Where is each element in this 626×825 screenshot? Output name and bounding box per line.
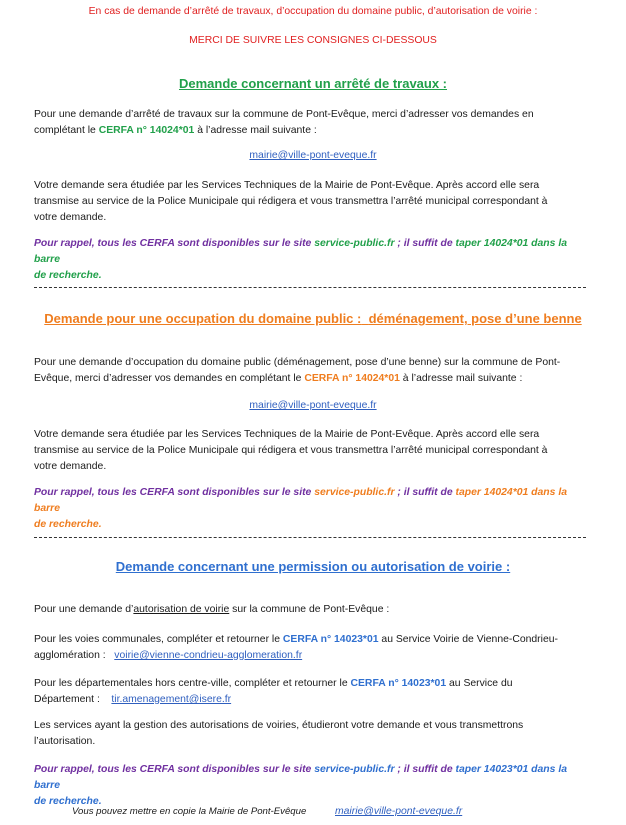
section1-body-line-2: transmise au service de la Police Municipale qui rédigera et vous transmettra l’arrêté municipal correspondant à — [34, 196, 548, 207]
section2-intro-c: à l’adresse mail suivante : — [399, 373, 523, 384]
section3-intro — [34, 604, 389, 615]
section3-note — [34, 762, 586, 810]
section3-p3-b: l’autorisation. — [34, 736, 96, 747]
section3-note-c: taper 14023*01 dans la barre — [34, 764, 567, 791]
section3-p1-a: Pour les voies communales, compléter et retourner le — [34, 634, 283, 645]
section1-note-d: de recherche. — [34, 270, 102, 281]
section1-intro — [34, 107, 586, 139]
section1-title: Demande concernant un arrêté de travaux : — [178, 76, 448, 91]
section3-title: Demande concernant une permission ou autorisation de voirie : — [115, 559, 511, 574]
section3-p3-a: Les services ayant la gestion des autorisations de voiries, étudieront votre demande et vous transmettrons — [34, 720, 524, 731]
section2-note-d: de recherche. — [34, 519, 102, 530]
section1-body-line-3: votre demande. — [34, 212, 107, 223]
section1-note-site: service-public.fr — [314, 238, 395, 249]
header-line-1: En cas de demande d’arrêté de travaux, d’occupation du domaine public, d’autorisation de voirie : — [88, 6, 538, 17]
section1-note-a: Pour rappel, tous les CERFA sont disponibles sur le site — [34, 238, 315, 249]
section1-body — [34, 178, 586, 226]
section3-p1-cerfa: CERFA n° 14023*01 — [282, 634, 379, 645]
section1-note-c: taper 14024*01 dans la barre — [34, 238, 567, 265]
section3-note-d: de recherche. — [34, 796, 102, 807]
section3-isere-email-link[interactable]: tir.amenagement@isere.fr — [111, 694, 232, 705]
section3-intro-b: sur la commune de Pont-Evêque : — [229, 604, 390, 615]
footer-email-link[interactable]: mairie@ville-pont-eveque.fr — [335, 806, 463, 817]
section3-p2-b: au Service du — [446, 678, 513, 689]
section1-intro-c: à l’adresse mail suivante : — [194, 125, 317, 136]
section3-note-b: ; il suffit de — [394, 764, 456, 775]
section1-email-link[interactable]: mairie@ville-pont-eveque.fr — [249, 150, 377, 161]
section2-note-c: taper 14024*01 dans la barre — [34, 487, 567, 514]
separator-1 — [34, 287, 586, 288]
section3-voirie-email-link[interactable]: voirie@vienne-condrieu-agglomeration.fr — [114, 650, 303, 661]
section2-cerfa: CERFA n° 14024*01 — [304, 373, 400, 384]
section2-note — [34, 485, 586, 533]
section3-p1-b: au Service Voirie de Vienne-Condrieu- — [378, 634, 558, 645]
section2-body-line-3: votre demande. — [34, 461, 107, 472]
section2-title-b: déménagement, pose d’une benne — [368, 311, 582, 326]
section2-intro-b: Evêque, merci d’adresser vos demandes en complétant le — [34, 373, 305, 384]
section3-departemental — [34, 676, 586, 708]
section1-intro-b: complétant le — [34, 125, 99, 136]
section3-p2-a: Pour les départementales hors centre-ville, compléter et retourner le — [34, 678, 351, 689]
section2-intro — [34, 355, 586, 387]
section2-title-a: Demande pour une occupation du domaine public : — [44, 311, 362, 326]
section2-email-link[interactable]: mairie@ville-pont-eveque.fr — [249, 400, 377, 411]
section3-services — [34, 718, 586, 750]
section2-title — [0, 311, 626, 326]
section1-note-b: ; il suffit de — [394, 238, 456, 249]
separator-2 — [34, 537, 586, 538]
section1-body-line-1: Votre demande sera étudiée par les Services Techniques de la Mairie de Pont-Evêque. Après accord elle sera — [34, 180, 540, 191]
section2-body-line-1: Votre demande sera étudiée par les Services Techniques de la Mairie de Pont-Evêque. Après accord elle sera — [34, 429, 540, 440]
section3-intro-a: Pour une demande d’ — [34, 604, 134, 615]
section1-note — [34, 236, 586, 284]
section2-intro-a: Pour une demande d’occupation du domaine public (déménagement, pose d’une benne) sur la commune de Pont- — [34, 357, 561, 368]
section2-body — [34, 427, 586, 475]
section3-note-site: service-public.fr — [314, 764, 395, 775]
section2-note-site: service-public.fr — [314, 487, 395, 498]
section3-p2-c: Département : — [34, 694, 100, 705]
section3-p2-cerfa: CERFA n° 14023*01 — [350, 678, 447, 689]
section2-note-b: ; il suffit de — [394, 487, 456, 498]
section1-cerfa: CERFA n° 14024*01 — [98, 125, 195, 136]
header-line-2: MERCI DE SUIVRE LES CONSIGNES CI-DESSOUS — [189, 35, 437, 46]
section3-communal — [34, 632, 586, 664]
section3-p1-c: agglomération : — [34, 650, 106, 661]
section2-body-line-2: transmise au service de la Police Municipale qui rédigera et vous transmettra l’arrêté municipal correspondant à — [34, 445, 548, 456]
section2-note-a: Pour rappel, tous les CERFA sont disponibles sur le site — [34, 487, 315, 498]
section1-intro-a: Pour une demande d’arrêté de travaux sur la commune de Pont-Evêque, merci d’adresser vos demandes en — [34, 109, 534, 120]
section3-intro-underlined: autorisation de voirie — [133, 604, 230, 615]
section3-note-a: Pour rappel, tous les CERFA sont disponibles sur le site — [34, 764, 315, 775]
footer-text: Vous pouvez mettre en copie la Mairie de Pont-Evêque — [72, 806, 307, 817]
